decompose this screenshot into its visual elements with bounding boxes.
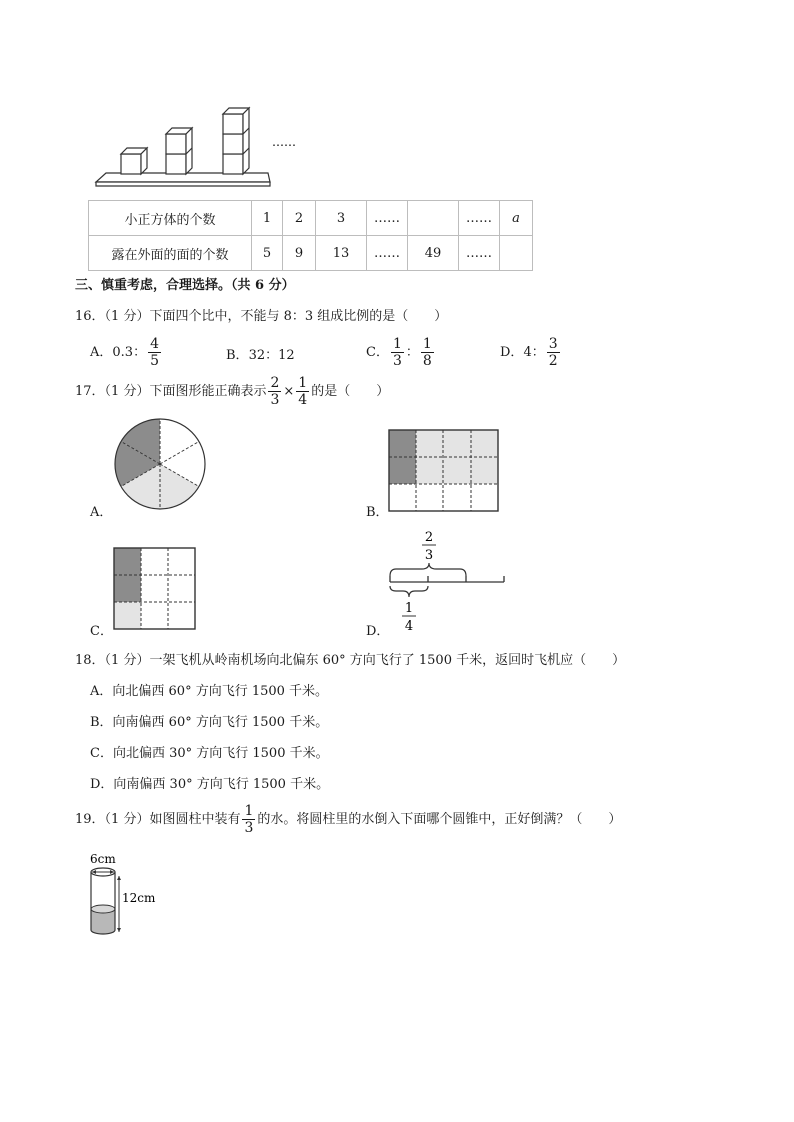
table-cell: ……: [459, 236, 500, 271]
table-cell: 2: [283, 201, 316, 236]
table-cell: ……: [367, 201, 408, 236]
numerator: 2: [270, 375, 280, 391]
question-17-stem: [75, 376, 389, 407]
cylinder-figure: [84, 850, 164, 938]
stem-text: 的水。将圆柱里的水倒入下面哪个圆锥中，正好倒满？（ ）: [257, 812, 622, 827]
sequence-table: [88, 200, 533, 271]
option-text: 4：: [523, 345, 545, 360]
denominator: 3: [270, 392, 280, 408]
table-row: [89, 236, 533, 271]
option-label: B．: [226, 348, 249, 363]
stem-text: 19．（1 分）如图圆柱中装有: [75, 812, 241, 827]
question-19-stem: [75, 804, 621, 835]
denominator: 8: [422, 353, 432, 369]
q18-option-d[interactable]: D．向南偏西 30° 方向飞行 1500 千米。: [90, 777, 330, 792]
table-row: [89, 201, 533, 236]
numerator: 1: [404, 601, 414, 616]
numerator: 1: [392, 336, 402, 352]
section-heading: 三、慎重考虑，合理选择。（共 6 分）: [75, 278, 295, 293]
denominator: 2: [548, 353, 558, 369]
diameter-label: 6cm: [90, 852, 116, 866]
option-label: D．: [500, 345, 524, 360]
option-b-label[interactable]: B．: [366, 505, 389, 520]
q18-option-b[interactable]: B．向南偏西 60° 方向飞行 1500 千米。: [90, 715, 329, 730]
numerator: 1: [298, 375, 308, 391]
row-header: 小正方体的个数: [89, 201, 252, 236]
option-label: C．: [366, 345, 389, 360]
q16-option-b[interactable]: [226, 344, 295, 363]
table-cell: [500, 236, 533, 271]
q16-option-d[interactable]: [500, 337, 562, 368]
numerator: 1: [422, 336, 432, 352]
option-c-label[interactable]: C．: [90, 624, 113, 639]
fraction: [547, 337, 560, 368]
numerator: 1: [244, 803, 254, 819]
table-cell: ……: [459, 201, 500, 236]
option-text: 0.3：: [112, 345, 147, 360]
q16-option-c[interactable]: [366, 337, 436, 368]
option-d-number-line-figure[interactable]: [384, 528, 510, 636]
option-b-grid-figure[interactable]: [388, 429, 500, 513]
table-cell: 13: [316, 236, 367, 271]
table-cell: ……: [367, 236, 408, 271]
q18-option-a[interactable]: A．向北偏西 60° 方向飞行 1500 千米。: [90, 684, 329, 699]
table-cell: 49: [408, 236, 459, 271]
q16-option-a[interactable]: [90, 337, 163, 368]
option-a-circle-figure[interactable]: [112, 416, 210, 514]
numerator: 3: [548, 336, 558, 352]
fraction: [268, 376, 281, 407]
table-cell: 3: [316, 201, 367, 236]
table-cell: 9: [283, 236, 316, 271]
denominator: 3: [244, 820, 254, 836]
question-18-stem: 18．（1 分）一架飞机从岭南机场向北偏东 60° 方向飞行了 1500 千米，返回时飞机应（ ）: [75, 653, 626, 668]
denominator: 5: [150, 353, 159, 369]
stem-text: 17．（1 分）下面图形能正确表示: [75, 384, 267, 399]
denominator: 4: [404, 619, 414, 634]
option-label: A．: [90, 345, 113, 360]
q18-option-c[interactable]: C．向北偏西 30° 方向飞行 1500 千米。: [90, 746, 329, 761]
fraction: [242, 804, 255, 835]
denominator: 4: [298, 392, 308, 408]
denominator: 3: [392, 353, 402, 369]
fraction: [391, 337, 404, 368]
table-cell: [408, 201, 459, 236]
ratio-sign: ：: [405, 345, 419, 360]
table-cell: 5: [252, 236, 283, 271]
times-sign: ×: [283, 384, 295, 399]
option-c-grid-figure[interactable]: [113, 547, 197, 631]
fraction: [148, 337, 161, 368]
height-label: 12cm: [122, 891, 156, 905]
option-text: 32：12: [248, 348, 295, 363]
stem-text: 的是（ ）: [311, 384, 390, 399]
option-d-label[interactable]: D．: [366, 624, 390, 639]
ellipsis: ……: [272, 135, 296, 149]
numerator: 4: [150, 336, 159, 352]
fraction: [296, 376, 309, 407]
denominator: 3: [424, 548, 434, 563]
numerator: 2: [424, 530, 434, 545]
fraction: [421, 337, 434, 368]
table-cell: a: [500, 201, 533, 236]
row-header: 露在外面的面的个数: [89, 236, 252, 271]
question-16-stem: 16．（1 分）下面四个比中，不能与 8：3 组成比例的是（ ）: [75, 309, 448, 324]
option-a-label[interactable]: A．: [90, 505, 113, 520]
table-cell: 1: [252, 201, 283, 236]
cube-staircase-figure: [88, 100, 318, 192]
